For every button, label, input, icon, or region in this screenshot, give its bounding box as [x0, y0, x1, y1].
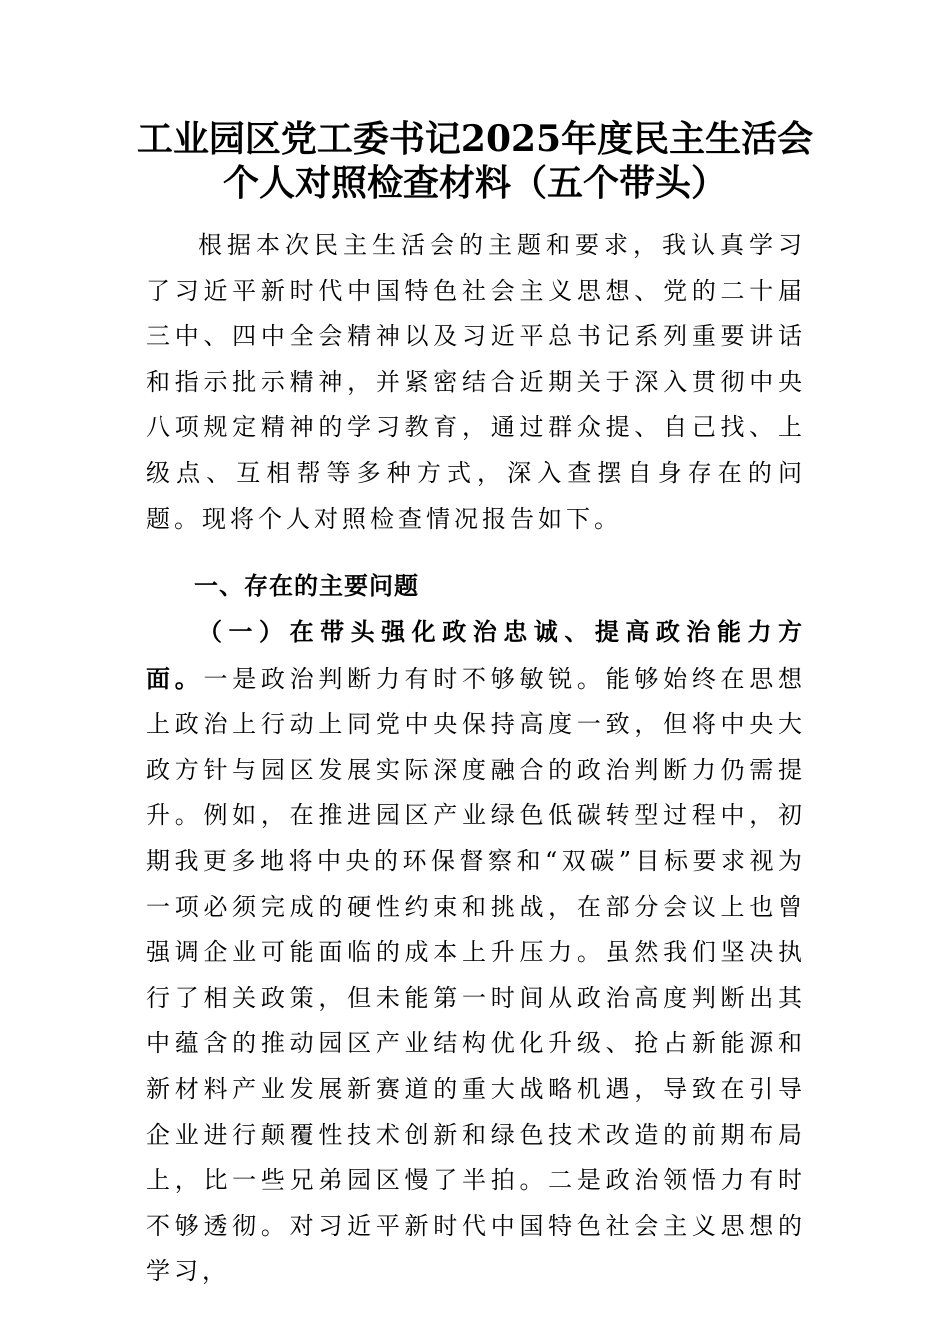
intro-paragraph: 根据本次民主生活会的主题和要求，我认真学习了习近平新时代中国特色社会主义思想、党的二十届三中、四中全会精神以及习近平总书记系列重要讲话和指示批示精神，并紧密结合近期关于深入贯彻中央八项规定精神的学习教育，通过群众提、自己找、上级点、互相帮等多种方式，深入查摆自身存在的问题。现将个人对照检查情况报告如下。 [146, 231, 806, 533]
subsection-body: 一是政治判断力有时不够敏锐。能够始终在思想上政治上行动上同党中央保持高度一致，但将中央大政方针与园区发展实际深度融合的政治判断力仍需提升。例如，在推进园区产业绿色低碳转型过程中，初期我更多地将中央的环保督察和“双碳”目标要求视为一项必须完成的硬性约束和挑战，在部分会议上也曾强调企业可能面临的成本上升压力。虽然我们坚决执行了相关政策，但未能第一时间从政治高度判断出其中蕴含的推动园区产业结构优化升级、抢占新能源和新材料产业发展新赛道的重大战略机遇，导致在引导企业进行颠覆性技术创新和绿色技术改造的前期布局上，比一些兄弟园区慢了半拍。二是政治领悟力有时不够透彻。对习近平新时代中国特色社会主义思想的学习， [146, 664, 807, 1286]
document-title-line1: 工业园区党工委书记2025年度民主生活会 [136, 118, 814, 160]
section-paragraph [146, 609, 806, 1295]
section-heading: 一、存在的主要问题 [194, 572, 419, 600]
document-title-line2: 个人对照检查材料（五个带头） [222, 162, 727, 204]
subsection-heading: （一）在带头强化政治忠诚、提高政治能力方面。 [146, 617, 806, 693]
